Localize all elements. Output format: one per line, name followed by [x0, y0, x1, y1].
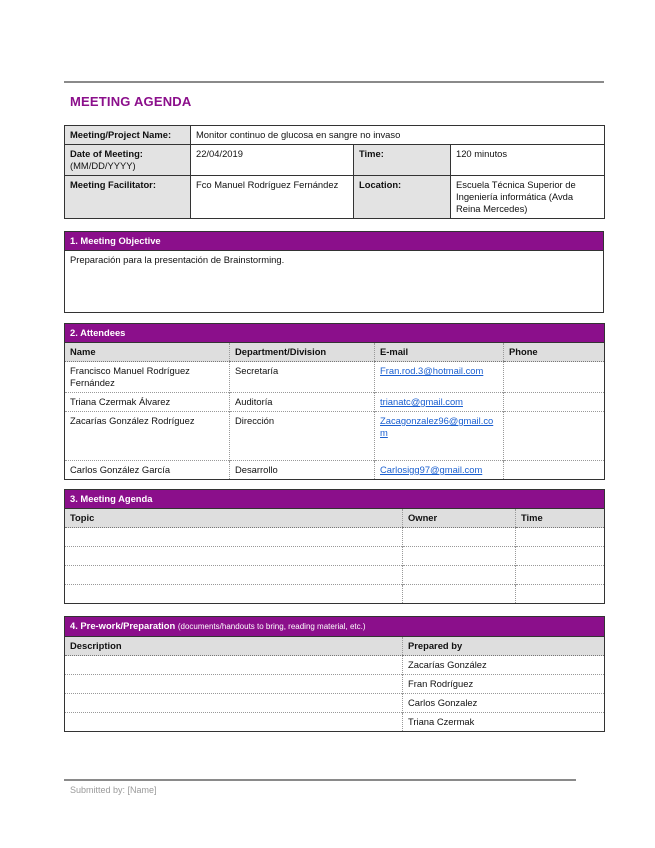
email-text[interactable]: Zacagonzalez96@gmail.com	[380, 415, 494, 438]
prepared-by: Fran Rodríguez	[403, 675, 605, 694]
project-name-value: Monitor continuo de glucosa en sangre no invaso	[191, 126, 605, 145]
agenda-heading: 3. Meeting Agenda	[65, 490, 605, 509]
attendee-dept: Dirección	[230, 412, 375, 461]
agenda-section	[64, 489, 605, 604]
date-format-hint: (MM/DD/YYYY)	[70, 160, 136, 171]
attendee-row	[65, 412, 605, 461]
prework-section	[64, 616, 605, 732]
prework-heading-text: 4. Pre-work/Preparation	[70, 620, 176, 631]
agenda-row	[65, 528, 605, 547]
prework-heading-note: (documents/handouts to bring, reading material, etc.)	[177, 622, 366, 631]
col-name: Name	[65, 343, 230, 362]
location-label: Location:	[354, 176, 451, 219]
col-description: Description	[65, 637, 403, 656]
prework-row	[65, 675, 605, 694]
meeting-date-label	[65, 145, 191, 176]
submitted-by: Submitted by: [Name]	[70, 785, 157, 795]
agenda-row	[65, 585, 605, 604]
project-name-label: Meeting/Project Name:	[65, 126, 191, 145]
facilitator-label: Meeting Facilitator:	[65, 176, 191, 219]
col-phone: Phone	[504, 343, 605, 362]
attendee-phone	[504, 461, 605, 480]
meeting-info-table	[64, 125, 605, 219]
prepared-by: Zacarías González	[403, 656, 605, 675]
col-topic: Topic	[65, 509, 403, 528]
agenda-row	[65, 566, 605, 585]
prepared-by: Carlos Gonzalez	[403, 694, 605, 713]
prework-row	[65, 694, 605, 713]
attendee-email-link[interactable]	[375, 461, 504, 480]
prework-row	[65, 656, 605, 675]
attendee-name: Carlos González García	[65, 461, 230, 480]
prework-heading	[65, 617, 605, 637]
attendee-dept: Auditoría	[230, 393, 375, 412]
attendee-name: Zacarías González Rodríguez	[65, 412, 230, 461]
time-value: 120 minutos	[451, 145, 605, 176]
attendee-row	[65, 362, 605, 393]
meeting-date-value: 22/04/2019	[191, 145, 354, 176]
date-label-text: Date of Meeting:	[70, 148, 143, 159]
attendees-heading: 2. Attendees	[65, 324, 605, 343]
page-title: MEETING AGENDA	[70, 94, 192, 109]
attendee-email-link[interactable]	[375, 393, 504, 412]
col-prepared-by: Prepared by	[403, 637, 605, 656]
objective-text: Preparación para la presentación de Brainstorming.	[70, 254, 285, 265]
col-email: E-mail	[375, 343, 504, 362]
attendee-dept: Secretaría	[230, 362, 375, 393]
attendee-phone	[504, 393, 605, 412]
prework-row	[65, 713, 605, 732]
agenda-row	[65, 547, 605, 566]
email-text[interactable]: Fran.rod.3@hotmail.com	[380, 365, 484, 376]
facilitator-value: Fco Manuel Rodríguez Fernández	[191, 176, 354, 219]
attendee-phone	[504, 362, 605, 393]
time-label: Time:	[354, 145, 451, 176]
attendee-row	[65, 461, 605, 480]
attendee-name: Triana Czermak Álvarez	[65, 393, 230, 412]
objective-heading: 1. Meeting Objective	[65, 232, 604, 251]
email-text[interactable]: trianatc@gmail.com	[380, 396, 463, 407]
attendee-phone	[504, 412, 605, 461]
attendee-name: Francisco Manuel Rodríguez Fernández	[65, 362, 230, 393]
prepared-by: Triana Czermak	[403, 713, 605, 732]
footer-divider	[64, 779, 576, 781]
col-department: Department/Division	[230, 343, 375, 362]
objective-section	[64, 231, 604, 313]
top-divider	[64, 81, 604, 83]
location-value: Escuela Técnica Superior de Ingeniería informática (Avda Reina Mercedes)	[451, 176, 605, 219]
col-time: Time	[516, 509, 605, 528]
attendee-email-link[interactable]	[375, 362, 504, 393]
attendee-email-link[interactable]	[375, 412, 504, 461]
col-owner: Owner	[403, 509, 516, 528]
attendee-row	[65, 393, 605, 412]
email-text[interactable]: Carlosigg97@gmail.com	[380, 464, 483, 475]
attendee-dept: Desarrollo	[230, 461, 375, 480]
attendees-section	[64, 323, 605, 480]
